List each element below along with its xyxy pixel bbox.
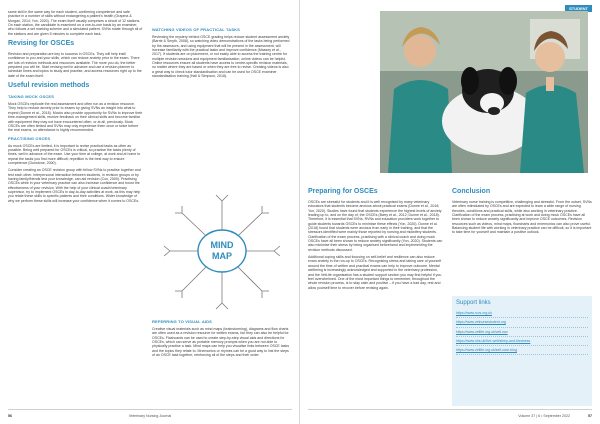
mind-map-illustration: [152, 187, 292, 315]
left-footer-rule: [8, 409, 292, 410]
mock-osces-heading: TAKING MOCK OSCES: [8, 94, 55, 100]
support-link-nhs-sleep[interactable]: https://www.nhs.uk/live-well/sleep-and-tiredness: [456, 337, 588, 346]
revising-paragraph: Revision and preparation are key to success in OSCEs. They will help instil confidence in you and your skills, which can reduce anxiety prior to the exam. There are lots of revision methods and resources available. The more you do, the better prepared you will be. Start revising well in advance and use a revision planner to schedule times and topics to study and practise, and access resources right up to the date of the exam itself.: [8, 52, 142, 78]
right-column-2: [452, 184, 592, 238]
watching-videos-heading: WATCHING VIDEOS OF PRACTICAL TASKS: [152, 27, 240, 32]
support-links-heading: Support links: [456, 300, 491, 306]
students-with-dog-photo: [380, 11, 588, 173]
left-journal-title: Veterinary Nursing Journal: [128, 414, 172, 418]
right-column-1: [308, 184, 443, 293]
mind-map-word-1: MIND: [210, 240, 234, 250]
support-link-vetlife[interactable]: https://www.vetlife.org.uk/vetl.nav: [456, 328, 588, 337]
preparing-paragraph-2: Additional coping skills and focusing on self-belief and resilience can also reduce exam anxiety in the run-up to OSCEs. Recognising stress and taking care of yourself around the time of written and practical exams can help to improve outcome. Mental wellbeing is increasingly acknowledged and supported in the veterinary profession, and the VetLife organisation has a student support section you may find helpful if you feel overwhelmed. One of the most important things to remember, throughout the whole revision process, is to stay calm and positive – if you have a bad day, rest and allow yourself time to recover before revising again.: [308, 255, 442, 290]
practising-heading: PRACTISING OSCES: [8, 135, 51, 141]
left-column-2: [152, 24, 290, 81]
watching-videos-paragraph: Reviewing the mystery behind OSCE grading helps reduce student assessment anxiety (Barrie & Smyth, 2008), so watching video demonstrations of the tasks being performed by the assessors, and using equipment that will be present in the assessment, will increase familiarity with the practical tasks and improve confidence (Massey et al., 2017). If students are on placement, or not easily able to access the training centre for multiple revision sessions and equipment familiarisation, online videos can be helpful. Online resources ensure all students have access to centre-specific revision materials, no matter where they are based or when they are free to revise. Creating videos is also a great way to check tutor standardisation and can be used for OSCE examiner standardisation training (Hall & Simpson, 2018).: [152, 35, 290, 79]
useful-methods-heading: Useful revision methods: [8, 82, 90, 90]
preparing-paragraph-1: OSCEs are stressful for students and it is well recognised by many veterinary educators that students become anxious about practical exams (Dunne et al., 2018; Yon, 2020). Studies have found that students experience the highest levels of anxiety leading up to, and on the day of, the OSCEs (Barry et al., 2012; Dunne et al., 2018). Therefore, it is essential that SVNs, RVNs and education providers work together to guide students towards OSCEs to minimise these effects (Yon, 2020). Dunne et al. (2018) found that students were anxious from early in their training, and that the stressors identified were mainly those reported by nursing and midwifery students. Clarification of the exam process, practising with a clinical coach and doing mock OSCEs have all been shown to reduce anxiety significantly (Yon, 2020). Students can also minimise their stress by being organised beforehand and implementing the revision methods discussed.: [308, 200, 443, 252]
right-page: [300, 0, 600, 424]
left-column-2-lower: [152, 316, 290, 360]
left-page-number: 56: [8, 414, 12, 418]
practising-paragraph: As mock OSCEs are limited, it is important to revise practical tasks as often as possible. Being well prepared for OSCEs is critical, so practise the tasks plenty of times, well in advance of the exam. Use your time at college, at work and at home to repeat the tasks you find more difficult; repetition is the best way to ensure competence (Dunstone, 2000).: [8, 143, 141, 165]
support-links-box: [452, 296, 592, 406]
peer-paragraph: Consider creating an OSCE revision group with fellow SVNs to practise together and test each other. Interpersonal interaction between students, in revision groups or by having family/friends test your knowledge, can aid revision (Cox, 2009). Practising OSCEs while in your veterinary practice can also increase confidence and boost the effectiveness of your revision. With the help of your clinical coach/veterinary supervisor, try to implement OSCEs in day-to-day activities at work, as this may help you relate these skills to specific patients and their conditions. Wider knowledge of why we perform these skills will increase your confidence when it comes to OSCEs.: [8, 168, 141, 203]
right-page-number: 57: [588, 414, 592, 418]
preparing-heading: Preparing for OSCEs: [308, 188, 378, 195]
right-footer-rule: [308, 409, 592, 410]
left-column-1: [8, 10, 143, 206]
visual-aids-heading: REFERRING TO VISUAL AIDS: [152, 319, 212, 324]
support-link-rcvs[interactable]: https://www.rcvs.org.uk: [456, 309, 588, 318]
support-link-vetnursestudent[interactable]: https://www.vetnursestudent.org: [456, 318, 588, 327]
mock-osces-paragraph: Mock OSCEs replicate the real assessment and often run as a revision resource. They help to reduce anxiety prior to exams by giving SVNs an insight into what to expect (Dunne et al., 2018). Mocks also provide opportunity for SVNs to improve their time-management skills, receive feedback on their clinical skills and become familiar with equipment they may not have encountered often, or at all, previously. Mock OSCEs are often limited and SVNs may only experience them once or twice before the real exams, so attendance is highly recommended.: [8, 102, 143, 133]
support-link-vetlife-selfcare[interactable]: https://www.vetlife.org.uk/self-care-blog: [456, 346, 588, 355]
conclusion-paragraph: Veterinary nurse training is competitive, challenging and stressful. From the outset, SVNs are often intimidated by OSCEs and are expected to learn a wide range of nursing theories, conditions and practical skills, while also working in veterinary practice. Clarification of the exam process, practising at work and doing mock OSCEs have all been shown to reduce anxiety significantly and improve OSCE outcomes. Revision resources such as videos, mind maps, flowcharts and mnemonics can also prove useful. Balancing student life with working in veterinary practice can be difficult, so it is important to take time for yourself and maintain a positive outlook.: [452, 200, 592, 235]
student-tag: STUDENT: [565, 5, 592, 12]
conclusion-heading: Conclusion: [452, 188, 491, 195]
revising-heading: Revising for OSCEs: [8, 40, 75, 48]
right-volume-info: Volume 37 | 6 • September 2022: [518, 414, 570, 418]
intro-paragraph: same skill in the same way for each student, confirming competence and safe practice in a number of skills without endangering a patient's health (Grapma & Morgan, 2014; Yon, 2020). The exam itself usually comprises a circuit of 12 stations. On each station, the candidate is examined on a one-to-one basis by an examiner, who follows a set marking scheme and a simulated patient. SVNs rotate through all of the stations and are given 5 minutes to complete each task.: [8, 10, 143, 36]
mind-map-word-2: MAP: [212, 251, 232, 261]
visual-aids-paragraph: Creative visual materials such as mind maps (brainstorming), diagrams and flow charts are often used as a revision resource for written exams, but they can also be helpful for OSCEs. Flashcards can be used to create step-by-step visual aids and directions for OSCEs, which can serve as portable memory prompts when you are not able to physically practise a task. Mind maps can help you visualise links between OSCE tasks and the topics they relate to. Mnemonics or rhymes can be a good way to link the steps of an OSCE task together, reinforcing all of the steps and their order.: [152, 327, 290, 358]
